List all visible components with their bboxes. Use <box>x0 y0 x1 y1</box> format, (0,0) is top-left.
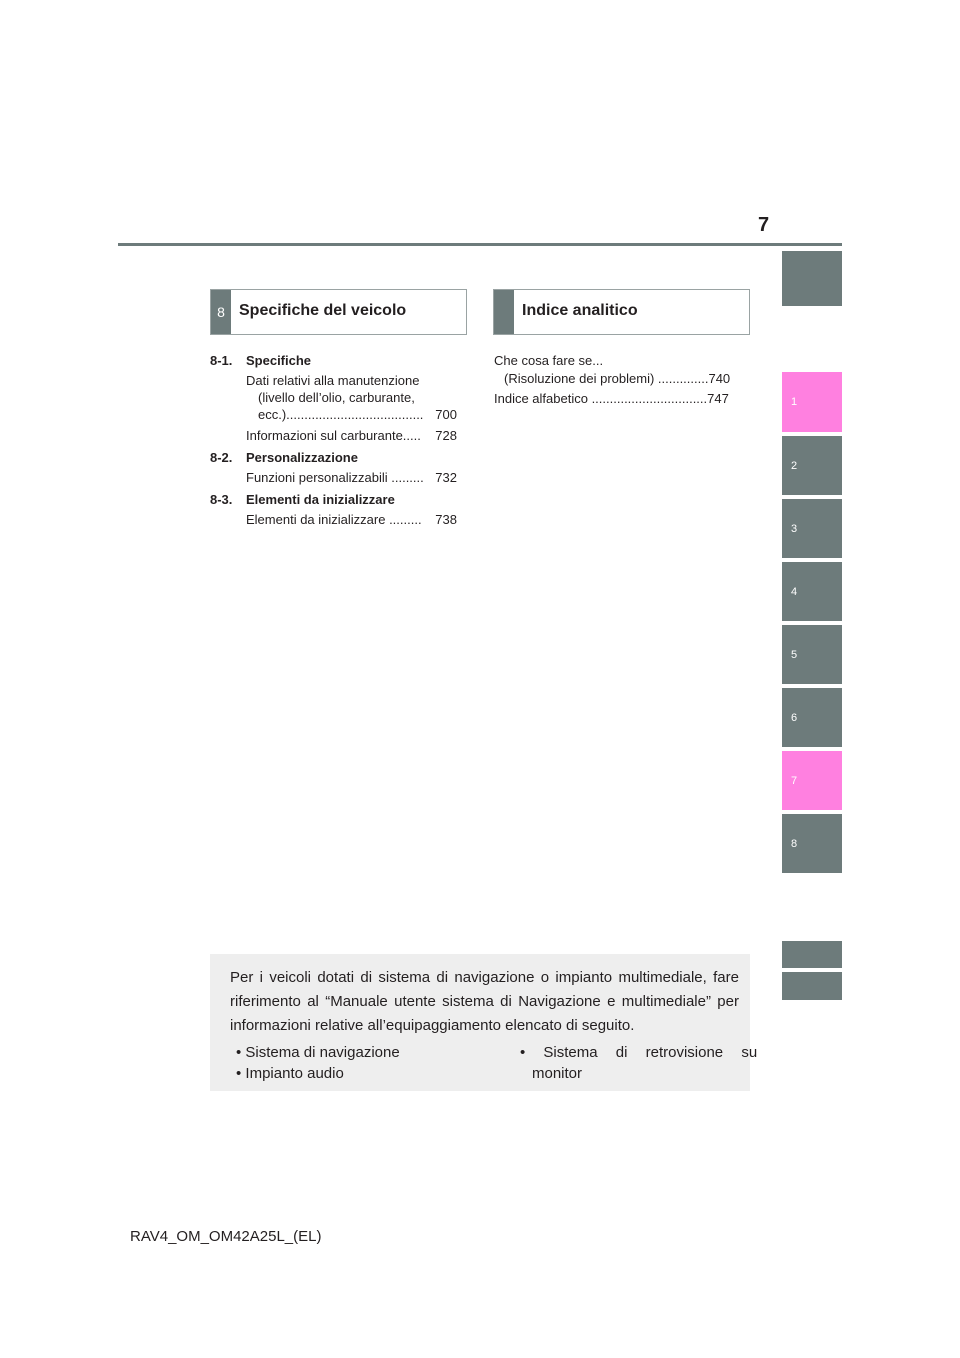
side-tab-4[interactable] <box>782 562 842 621</box>
toc-subsection-title[interactable]: Specifiche <box>246 353 312 368</box>
section-title: Specifiche del veicolo <box>239 302 407 319</box>
toc-entry-text[interactable]: Informazioni sul carburante..... <box>246 428 421 443</box>
footer-code: RAV4_OM_OM42A25L_(EL) <box>130 1228 322 1245</box>
side-tab-2[interactable] <box>782 436 842 495</box>
info-paragraph: Per i veicoli dotati di sistema di navigazione o impianto multimediale, fare riferimento al “Manuale utente sistema di Navigazione e multimediale” per informazioni relative all’equipaggiamento elencato di seguito. <box>230 969 739 1034</box>
bullet-item: • Impianto audio <box>236 1065 344 1082</box>
toc-entry-text[interactable]: ecc.)...................................... <box>258 407 424 422</box>
side-tab-label: 1 <box>791 396 798 408</box>
section-number: 8 <box>211 290 231 334</box>
side-tab-6[interactable] <box>782 688 842 747</box>
info-box <box>210 954 758 1091</box>
toc-subsection-number: 8-2. <box>210 450 233 465</box>
index-title: Indice analitico <box>522 302 638 319</box>
toc-page-number[interactable]: 700 <box>435 407 457 422</box>
header-rule <box>118 243 842 246</box>
toc-page-number[interactable]: 738 <box>435 512 457 527</box>
toc-entry-text[interactable]: Funzioni personalizzabili ......... <box>246 470 424 485</box>
side-tab-label: 6 <box>791 711 798 724</box>
toc-subsection-number: 8-1. <box>210 353 233 368</box>
side-tab-label: 4 <box>791 585 798 598</box>
side-tab-label: 3 <box>791 522 798 535</box>
side-tab-blank-bottom-1[interactable] <box>782 941 842 968</box>
side-tab-blank-top[interactable] <box>782 251 842 306</box>
toc-subsection-title[interactable]: Personalizzazione <box>246 450 358 465</box>
page-number: 7 <box>758 214 770 236</box>
toc-subsection-number: 8-3. <box>210 492 233 507</box>
side-tab-1[interactable] <box>782 372 842 432</box>
section-8-header <box>210 289 467 335</box>
index-toc <box>494 352 744 412</box>
side-tab-8[interactable] <box>782 814 842 873</box>
toc-entry-text[interactable]: Elementi da inizializzare ......... <box>246 512 422 527</box>
toc-page-number[interactable]: 728 <box>435 428 457 443</box>
section-8-toc <box>210 352 460 532</box>
side-tab-label: 2 <box>791 459 798 472</box>
toc-entry-text[interactable]: (livello dell’olio, carburante, <box>258 390 415 405</box>
index-marker <box>494 290 514 334</box>
side-tab-7[interactable] <box>782 751 842 810</box>
bullet-item: • Sistema di retrovisione su <box>520 1044 758 1061</box>
index-entry-text[interactable]: Che cosa fare se... <box>494 353 604 368</box>
index-header <box>493 289 750 335</box>
side-tab-label: 8 <box>791 837 798 850</box>
toc-page-number[interactable]: 732 <box>435 470 457 485</box>
side-tab-label: 7 <box>791 774 798 787</box>
toc-subsection-title[interactable]: Elementi da inizializzare <box>246 492 395 507</box>
index-entry-text[interactable]: (Risoluzione dei problemi) ..............740 <box>504 371 731 386</box>
side-tab-blank-bottom-2[interactable] <box>782 972 842 1000</box>
toc-entry-text[interactable]: Dati relativi alla manutenzione <box>246 373 420 388</box>
side-tab-5[interactable] <box>782 625 842 684</box>
index-entry-text[interactable]: Indice alfabetico ................................747 <box>494 391 729 406</box>
bullet-item: monitor <box>532 1065 583 1082</box>
bullet-item: • Sistema di navigazione <box>236 1044 400 1061</box>
side-tab-label: 5 <box>791 648 798 661</box>
side-tab-3[interactable] <box>782 499 842 558</box>
